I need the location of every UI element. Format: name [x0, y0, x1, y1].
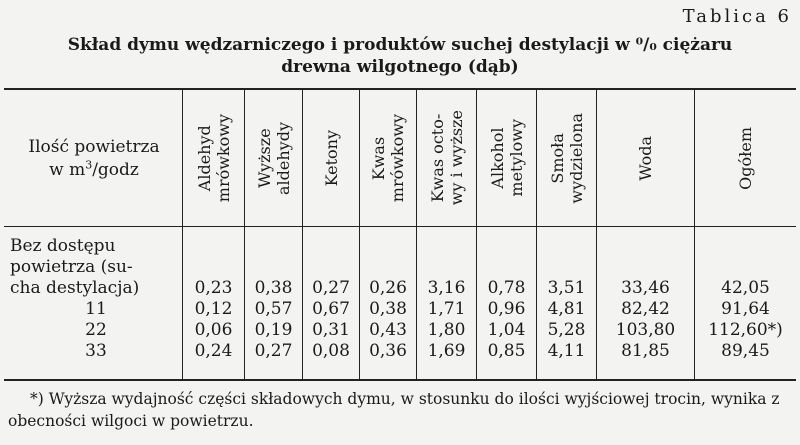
column-header-label: Alkohol metylowy [487, 119, 526, 197]
table-cell: 0,06 [194, 320, 233, 340]
column-header [245, 92, 302, 224]
table-cell: 4,81 [547, 299, 586, 319]
table-top-rule [4, 88, 796, 90]
stub-header-exponent: 3 [85, 158, 93, 172]
column-header-label: Ogółem [736, 126, 755, 190]
title-line-1: Skład dymu wędzarniczego i produktów suchej destylacji w ⁰/₀ ciężaru [67, 35, 733, 55]
title-line-2: drewna wilgotnego (dąb) [281, 57, 519, 77]
table-cell: 3,16 [427, 278, 466, 298]
table-header-rule [4, 226, 796, 227]
table-cell: 3,51 [547, 278, 586, 298]
table-cell: 1,04 [487, 320, 526, 340]
table-cell: 0,38 [369, 299, 407, 319]
column-header-label: Woda [636, 135, 655, 181]
table-cell: 91,64 [721, 299, 770, 319]
table-cell: 0,38 [254, 278, 293, 298]
table-cell: 0,19 [254, 320, 293, 340]
table-cell: 0,67 [312, 299, 350, 319]
table-bottom-rule [4, 379, 796, 381]
table-cell: 0,43 [369, 320, 407, 340]
table-cell: 0,24 [194, 341, 233, 361]
row-label: Bez dostępu [10, 236, 116, 256]
column-header-label: Ketony [321, 129, 341, 187]
column-header-label: Aldehyd mrówkowy [194, 113, 233, 203]
table-cell: 1,71 [427, 299, 466, 319]
row-label: 33 [85, 341, 107, 361]
column-header [477, 92, 536, 224]
stub-header-line-2 [8, 159, 180, 182]
column-header-label: Kwas mrówkowy [369, 113, 407, 203]
table-cell: 0,27 [312, 278, 350, 298]
table-footnote: *) Wyższa wydajność części składowych dymu, w stosunku do ilości wyjściowej trocin, wynika z obecności wilgoci w powietrzu. [8, 390, 780, 430]
table-cell: 112,60*) [708, 320, 783, 340]
table-cell: 0,08 [312, 341, 350, 361]
table-row [0, 341, 800, 362]
table-row [0, 278, 800, 299]
table-cell: 82,42 [621, 299, 670, 319]
table-cell: 0,85 [487, 341, 526, 361]
table-cell: 89,45 [721, 341, 770, 361]
table-cell: 0,36 [369, 341, 407, 361]
stub-header-unit-suffix: /godz [92, 160, 139, 180]
stub-header-unit: w m [49, 160, 86, 180]
table-cell: 0,27 [254, 341, 293, 361]
table-cell: 0,96 [487, 299, 526, 319]
table-cell: 0,23 [194, 278, 233, 298]
column-header [695, 92, 796, 224]
column-header [417, 92, 476, 224]
column-header [183, 92, 244, 224]
column-header [360, 92, 416, 224]
column-header-label: Wyższe aldehydy [254, 121, 293, 195]
column-header [597, 92, 694, 224]
table-title [0, 34, 800, 78]
row-label: cha destylacja) [10, 278, 140, 298]
table-cell: 1,80 [427, 320, 466, 340]
table-cell: 81,85 [621, 341, 670, 361]
table-cell: 0,12 [194, 299, 233, 319]
stub-header [8, 136, 180, 182]
table-cell: 5,28 [547, 320, 586, 340]
column-header [303, 92, 359, 224]
table-row [0, 299, 800, 320]
table-cell: 0,57 [254, 299, 293, 319]
table-cell: 1,69 [427, 341, 466, 361]
row-label: 11 [85, 299, 107, 319]
table-cell: 0,26 [369, 278, 407, 298]
table-cell: 0,78 [487, 278, 526, 298]
table-row [0, 320, 800, 341]
table-cell: 33,46 [621, 278, 670, 298]
column-header [537, 92, 596, 224]
table-number: Tablica 6 [682, 6, 792, 27]
row-label: powietrza (su- [10, 257, 133, 277]
column-header-label: Kwas octo- wy i wyższe [427, 110, 466, 206]
row-label: 22 [85, 320, 107, 340]
column-header-label: Smoła wydzielona [547, 112, 586, 204]
stub-header-line-1: Ilość powietrza [28, 137, 160, 157]
table-cell: 42,05 [721, 278, 770, 298]
table-cell: 0,31 [312, 320, 350, 340]
table-cell: 103,80 [615, 320, 676, 340]
table-cell: 4,11 [547, 341, 586, 361]
